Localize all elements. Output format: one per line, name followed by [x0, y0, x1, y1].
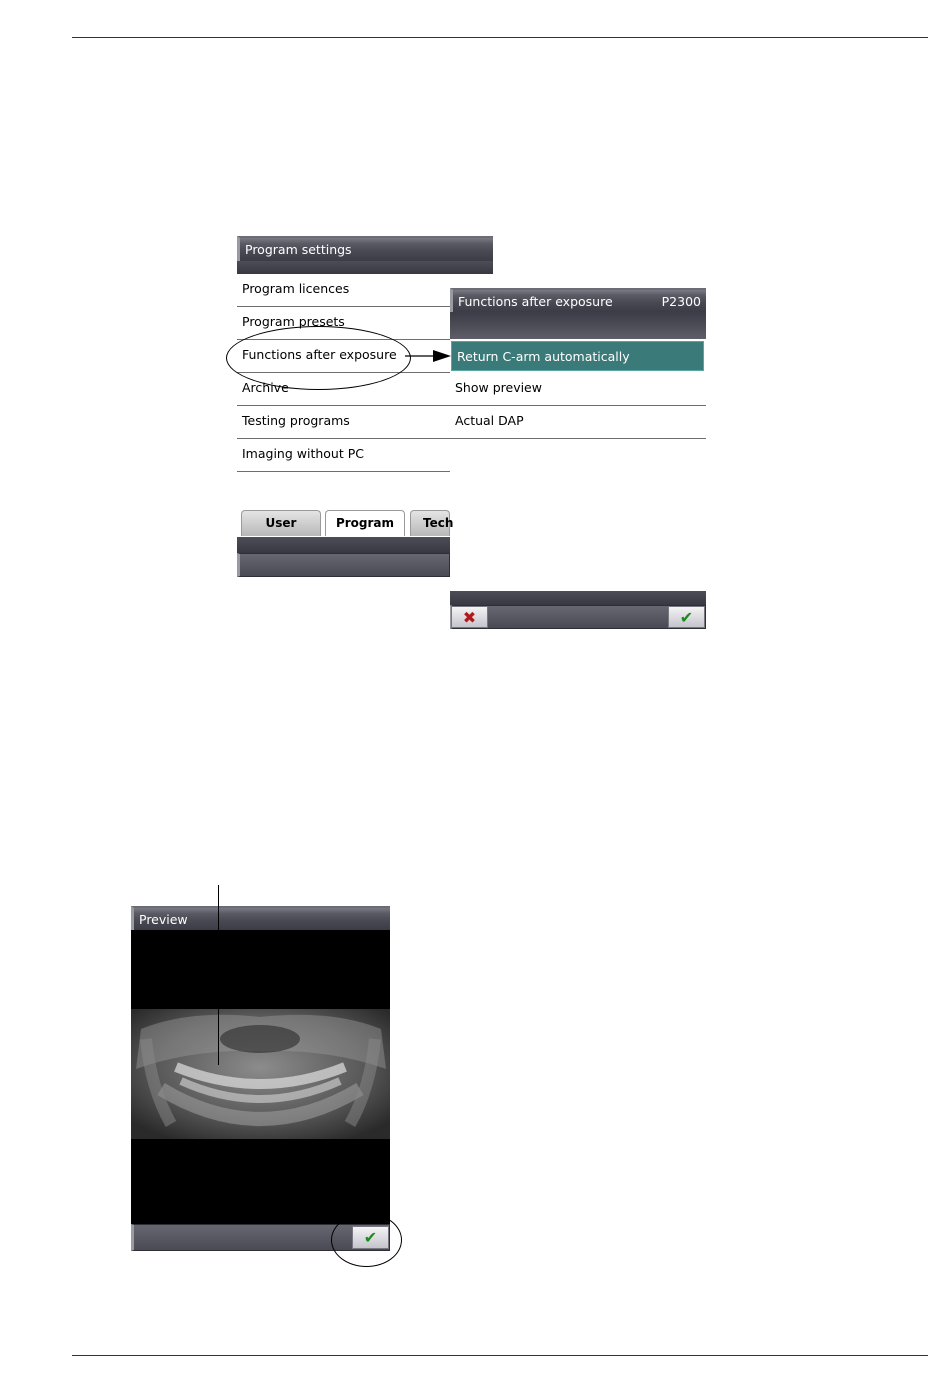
window-title: Functions after exposure	[458, 294, 613, 309]
menu-item-testing-programs[interactable]: Testing programs	[237, 406, 450, 439]
tab-program[interactable]: Program	[325, 510, 405, 536]
leader-line	[218, 885, 219, 1065]
menu-item-program-licences[interactable]: Program licences	[237, 274, 450, 307]
functions-titlebar	[450, 288, 706, 312]
option-actual-dap[interactable]: Actual DAP	[450, 406, 706, 439]
callout-ellipse-confirm	[331, 1213, 402, 1267]
functions-bottom-strip	[450, 591, 706, 605]
program-settings-statusbar	[237, 553, 450, 577]
preview-titlebar	[131, 906, 390, 930]
preview-black-top	[131, 930, 390, 1009]
functions-subbar	[450, 312, 706, 339]
close-icon: ✖	[462, 607, 477, 627]
callout-ellipse-functions	[226, 326, 411, 390]
confirm-button[interactable]	[668, 606, 705, 628]
program-settings-titlebar	[237, 236, 493, 261]
preview-black-bottom	[131, 1139, 390, 1224]
option-return-c-arm-automatically[interactable]: Return C-arm automatically	[451, 341, 704, 371]
menu-item-program-presets[interactable]: Program presets	[237, 307, 450, 340]
tab-user[interactable]: User	[241, 510, 321, 536]
option-show-preview[interactable]: Show preview	[450, 373, 706, 406]
window-title: Preview	[139, 912, 188, 927]
program-code: P2300	[661, 294, 701, 309]
checkmark-icon: ✔	[679, 607, 694, 627]
program-settings-subbar	[237, 261, 493, 274]
menu-item-imaging-without-pc[interactable]: Imaging without PC	[237, 439, 450, 472]
menu-item-functions-after-exposure[interactable]: Functions after exposure	[237, 340, 450, 373]
panoramic-xray-image	[131, 1009, 390, 1139]
program-settings-tab-strip	[237, 537, 450, 553]
callout-arrow	[405, 349, 465, 363]
checkmark-icon: ✔	[363, 1228, 378, 1247]
bottom-rule	[72, 1355, 928, 1356]
top-rule	[72, 37, 928, 38]
menu-item-archive[interactable]: Archive	[237, 373, 450, 406]
cancel-button[interactable]	[451, 606, 488, 628]
window-title: Program settings	[245, 242, 352, 257]
tab-tech[interactable]: Tech	[410, 510, 450, 536]
